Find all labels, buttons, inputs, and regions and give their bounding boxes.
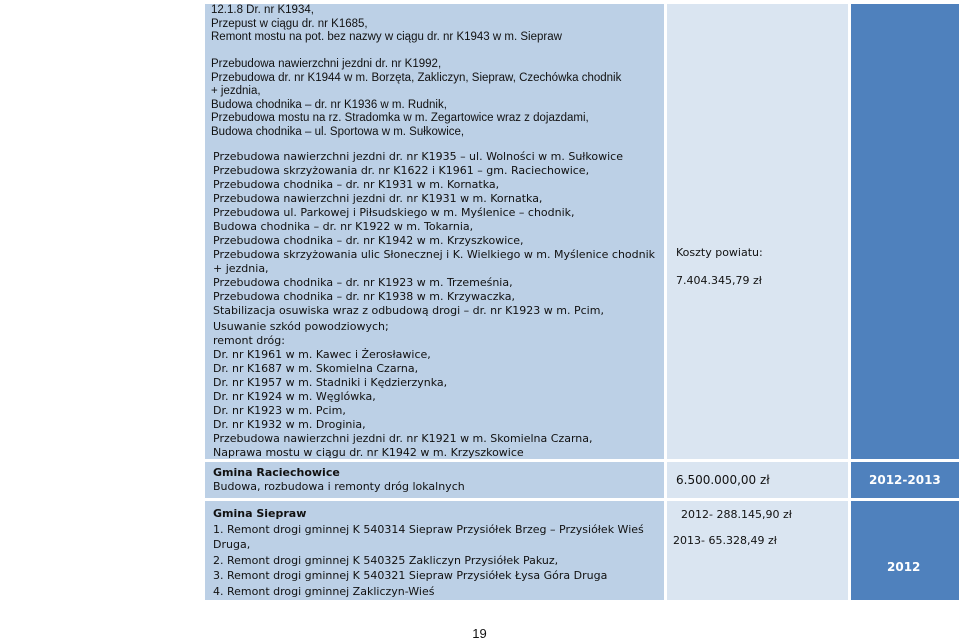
cost-cell-1 (667, 4, 848, 459)
text-line: Przebudowa skrzyżowania ulic Słonecznej i K. Wielkiego w m. Myślenice chodnik (213, 248, 656, 261)
text-line: Przepust w ciągu dr. nr K1685, (211, 17, 368, 30)
text-line: Dr. nr K1687 w m. Skomielna Czarna, (213, 362, 419, 375)
text-line (211, 45, 621, 59)
text-line: remont dróg: (213, 334, 285, 347)
text-line: Przebudowa chodnika – dr. nr K1938 w m. Krzywaczka, (213, 290, 515, 303)
year-cell-1 (851, 4, 959, 459)
text-line: Przebudowa nawierzchni jezdni dr. nr K1992, (211, 58, 442, 70)
text-line: Budowa chodnika – dr. nr K1922 w m. Tokarnia, (213, 220, 474, 233)
text-line: Remont mostu na pot. bez nazwy w ciągu dr. nr K1943 w m. Siepraw (211, 31, 562, 43)
text-line: Dr. nr K1961 w m. Kawec i Żerosławice, (213, 348, 431, 361)
list-item: 4. Remont drogi gminnej Zakliczyn-Wieś (213, 584, 435, 598)
cost-value: 6.500.000,00 zł (676, 473, 770, 487)
cost-cell-2 (667, 462, 848, 498)
description-cell-3 (205, 501, 664, 600)
text-line: Dr. nr K1923 w m. Pcim, (213, 404, 346, 417)
text-line: Dr. nr K1932 w m. Droginia, (213, 418, 366, 431)
section1-block-c (213, 320, 593, 460)
text-line: Przebudowa dr. nr K1944 w m. Borzęta, Zakliczyn, Siepraw, Czechówka chodnik (211, 71, 622, 84)
year-cell-3 (851, 501, 959, 600)
description-cell-1 (205, 4, 664, 459)
text-line: Stabilizacja osuwiska wraz z odbudową drogi – dr. nr K1923 w m. Pcim, (213, 304, 604, 317)
section3-text (213, 506, 644, 599)
year-label: 2012-2013 (869, 473, 941, 487)
list-item: Druga, (213, 538, 251, 551)
cost-2013: 2013- 65.328,49 zł (673, 534, 777, 547)
description-cell-2 (205, 462, 664, 498)
gmina-title: Gmina Siepraw (213, 507, 307, 520)
text-line: + jezdnia, (213, 262, 269, 275)
text-line: Przebudowa mostu na rz. Stradomka w m. Zegartowice wraz z dojazdami, (211, 112, 589, 124)
text-line: Przebudowa chodnika – dr. nr K1931 w m. Kornatka, (213, 178, 500, 191)
year-cell-2 (851, 462, 959, 498)
text-line: 12.1.8 Dr. nr K1934, (211, 4, 314, 16)
section1-block-a (211, 4, 621, 139)
list-item: 3. Remont drogi gminnej K 540321 Siepraw Przysiółek Łysa Góra Druga (213, 569, 608, 582)
text-line: Przebudowa chodnika – dr. nr K1942 w m. Krzyszkowice, (213, 234, 524, 247)
text-line: Budowa chodnika – dr. nr K1936 w m. Rudnik, (211, 98, 447, 111)
section2-text (213, 466, 465, 494)
section1-block-b (213, 150, 655, 318)
cost-cell-3 (667, 501, 848, 600)
text-line: Naprawa mostu w ciągu dr. nr K1942 w m. Krzyszkowice (213, 446, 524, 459)
text-line: Przebudowa nawierzchni jezdni dr. nr K1921 w m. Skomielna Czarna, (213, 432, 593, 445)
text-line: Dr. nr K1957 w m. Stadniki i Kędzierzynka, (213, 376, 448, 389)
year-label: 2012 (887, 560, 921, 574)
text-line: Budowa, rozbudowa i remonty dróg lokalnych (213, 480, 465, 493)
text-line: Przebudowa nawierzchni jezdni dr. nr K1935 – ul. Wolności w m. Sułkowice (213, 150, 623, 163)
cost-label: Koszty powiatu: (676, 246, 763, 259)
list-item: 1. Remont drogi gminnej K 540314 Siepraw Przysiółek Brzeg – Przysiółek Wieś (213, 522, 644, 536)
text-line: + jezdnia, (211, 85, 261, 97)
page-number: 19 (472, 626, 487, 641)
text-line: Dr. nr K1924 w m. Węglówka, (213, 390, 376, 403)
text-line: Budowa chodnika – ul. Sportowa w m. Sułkowice, (211, 125, 465, 138)
text-line: Przebudowa skrzyżowania dr. nr K1622 i K1961 – gm. Raciechowice, (213, 164, 590, 177)
cost-2012: 2012- 288.145,90 zł (681, 508, 792, 521)
text-line: Usuwanie szkód powodziowych; (213, 320, 389, 333)
gmina-title: Gmina Raciechowice (213, 466, 340, 479)
cost-value: 7.404.345,79 zł (676, 274, 762, 287)
text-line: Przebudowa ul. Parkowej i Piłsudskiego w m. Myślenice – chodnik, (213, 206, 575, 219)
text-line: Przebudowa nawierzchni jezdni dr. nr K1931 w m. Kornatka, (213, 192, 543, 205)
list-item: 2. Remont drogi gminnej K 540325 Zakliczyn Przysiółek Pakuz, (213, 553, 559, 567)
text-line: Przebudowa chodnika – dr. nr K1923 w m. Trzemeśnia, (213, 276, 513, 289)
